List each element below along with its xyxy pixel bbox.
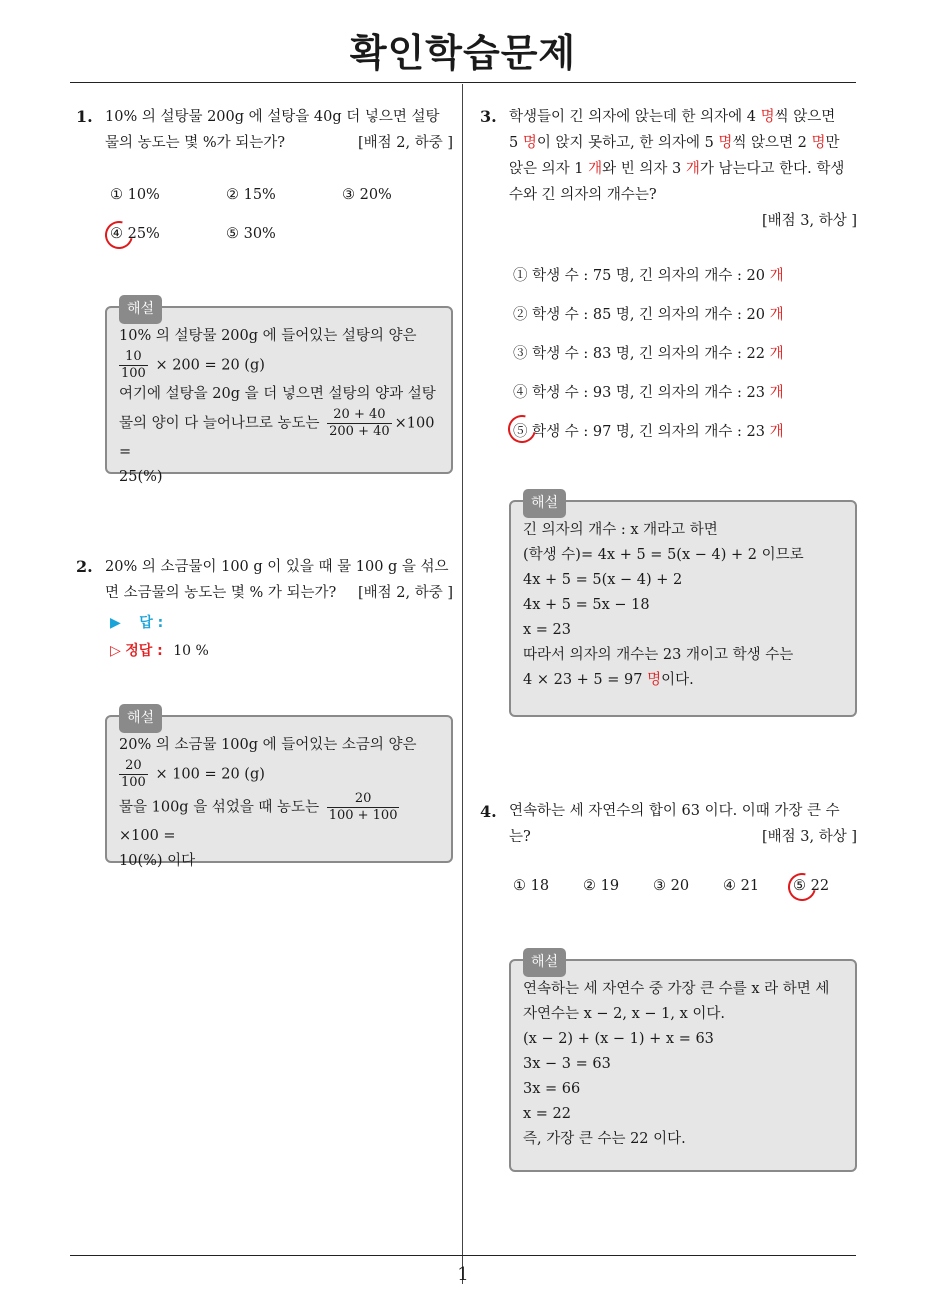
q3-option-4[interactable]: ④ 학생 수 : 93 명, 긴 의자의 개수 : 23 개 <box>513 385 784 401</box>
q1-sol-line: 물의 양이 다 늘어나므로 농도는 $\frac{20 + 40}{200 + 40}$ ×100 = <box>119 407 435 460</box>
q3-option-5[interactable]: ⑤ 학생 수 : 97 명, 긴 의자의 개수 : 23 개 <box>513 424 784 440</box>
solution-tag: 해설 <box>523 948 566 977</box>
q3-line: 5 명이 앉지 못하고, 한 의자에 5 명씩 앉으면 2 명만 <box>509 135 840 151</box>
q3-option-2[interactable]: ② 학생 수 : 85 명, 긴 의자의 개수 : 20 개 <box>513 307 784 323</box>
q4-sol-line: 연속하는 세 자연수 중 가장 큰 수를 x 라 하면 세 <box>523 981 830 997</box>
play-arrow-icon: ▶ <box>110 615 121 631</box>
q4-sol-line: 3x = 66 <box>523 1081 581 1097</box>
q3-line: 앉은 의자 1 개와 빈 의자 3 개가 남는다고 한다. 학생 <box>509 161 845 177</box>
q4-sol-line: (x − 2) + (x − 1) + x = 63 <box>523 1031 714 1047</box>
q3-sol-line: 긴 의자의 개수 : x 개라고 하면 <box>523 522 718 538</box>
q2-solution-box <box>105 710 453 869</box>
q1-number: 1. <box>76 107 93 126</box>
q3-sol-line: x = 23 <box>523 622 571 638</box>
q2-sol-line: $\frac{20}{100}$ × 100 = 20 (g) <box>121 758 265 790</box>
q3-sol-line: 따라서 의자의 개수는 23 개이고 학생 수는 <box>523 647 794 663</box>
correct-value: 10 % <box>173 643 209 659</box>
q4-option-5[interactable]: ⑤ 22 <box>793 878 830 894</box>
q1-option-2[interactable]: ② 15% <box>226 187 276 203</box>
q4-line: 연속하는 세 자연수의 합이 63 이다. 이때 가장 큰 수 <box>509 803 840 819</box>
answer-label: 답 : <box>139 615 164 631</box>
q3-number: 3. <box>480 107 497 126</box>
q4-line: 는? <box>509 829 531 845</box>
q4-solution-box <box>509 954 857 1172</box>
q1-option-1[interactable]: ① 10% <box>110 187 160 203</box>
q1-sol-line: 25(%) <box>119 469 163 485</box>
q2-number: 2. <box>76 557 93 576</box>
q1-option-5[interactable]: ⑤ 30% <box>226 226 276 242</box>
page-number: 1 <box>457 1264 469 1285</box>
fraction: $\frac{20}{100 + 100}$ <box>328 791 398 823</box>
q2-sol-line: 10(%) 이다 <box>119 853 196 869</box>
q3-line: 수와 긴 의자의 개수는? <box>509 187 657 203</box>
page-title: 확인학습문제 <box>349 31 577 75</box>
q1-option-3[interactable]: ③ 20% <box>342 187 392 203</box>
q4-text <box>509 798 857 850</box>
answer-circle-mark <box>783 868 821 906</box>
column-divider <box>462 84 463 1284</box>
q2-question: 20% 의 소금물이 100 g 이 있을 때 물 100 g 을 섞으면 소금물의 농도는 몇 % 가 되는가? <box>105 559 449 601</box>
q4-option-1[interactable]: ① 18 <box>513 878 550 894</box>
correct-label: 정답 : <box>125 643 163 659</box>
top-rule <box>70 82 856 83</box>
q3-option-3[interactable]: ③ 학생 수 : 83 명, 긴 의자의 개수 : 22 개 <box>513 346 784 362</box>
q4-number: 4. <box>480 802 497 821</box>
q3-meta: [배점 3, 하상 ] <box>761 213 857 229</box>
q1-solution-box <box>105 301 453 485</box>
q3-line: 학생들이 긴 의자에 앉는데 한 의자에 4 명씩 앉으면 <box>509 109 836 125</box>
q4-sol-line: x = 22 <box>523 1106 571 1122</box>
solution-tag: 해설 <box>523 489 566 518</box>
q2-sol-line: 물을 100g 을 섞었을 때 농도는 $\frac{20}{100 + 100}$ ×100 = <box>119 791 398 844</box>
q1-question: 10% 의 설탕물 200g 에 설탕을 40g 더 넣으면 설탕물의 농도는 몇 %가 되는가? <box>105 109 440 151</box>
solution-tag: 해설 <box>119 704 162 733</box>
q3-sol-line: (학생 수)= 4x + 5 = 5(x − 4) + 2 이므로 <box>523 547 804 563</box>
q4-option-4[interactable]: ④ 21 <box>723 878 760 894</box>
fraction: $\frac{10}{100}$ <box>121 349 146 381</box>
q4-sol-line: 자연수는 x − 2, x − 1, x 이다. <box>523 1006 726 1022</box>
outline-arrow-icon: ▷ <box>110 643 121 659</box>
q2-sol-line: 20% 의 소금물 100g 에 들어있는 소금의 양은 <box>119 737 417 753</box>
q3-sol-line: 4x + 5 = 5x − 18 <box>523 597 650 613</box>
q4-sol-line: 즉, 가장 큰 수는 22 이다. <box>523 1131 686 1147</box>
q1-option-4[interactable]: ④ 25% <box>110 226 160 242</box>
q3-sol-line: 4 × 23 + 5 = 97 명이다. <box>523 672 694 688</box>
answer-circle-mark <box>503 410 541 448</box>
q2-meta: [배점 2, 하중 ] <box>357 585 453 601</box>
q1-text <box>105 104 453 156</box>
q4-option-3[interactable]: ③ 20 <box>653 878 690 894</box>
q1-sol-line: 여기에 설탕을 20g 을 더 넣으면 설탕의 양과 설탕 <box>119 386 436 402</box>
q3-text <box>509 104 857 234</box>
q3-sol-line: 4x + 5 = 5(x − 4) + 2 <box>523 572 683 588</box>
q1-sol-line: 10% 의 설탕물 200g 에 들어있는 설탕의 양은 <box>119 328 417 344</box>
fraction: $\frac{20}{100}$ <box>121 758 146 790</box>
q2-text <box>105 554 453 606</box>
fraction: $\frac{20 + 40}{200 + 40}$ <box>329 407 390 439</box>
bottom-rule <box>70 1255 856 1256</box>
q1-sol-line: $\frac{10}{100}$ × 200 = 20 (g) <box>121 349 265 381</box>
q4-meta: [배점 3, 하상 ] <box>761 829 857 845</box>
q3-solution-box <box>509 495 857 717</box>
q4-option-2[interactable]: ② 19 <box>583 878 620 894</box>
q3-option-1[interactable]: ① 학생 수 : 75 명, 긴 의자의 개수 : 20 개 <box>513 268 784 284</box>
q4-sol-line: 3x − 3 = 63 <box>523 1056 611 1072</box>
answer-circle-mark <box>100 216 138 254</box>
solution-tag: 해설 <box>119 295 162 324</box>
q2-correct-row <box>110 640 209 660</box>
q2-answer-row <box>110 612 163 632</box>
q1-meta: [배점 2, 하중 ] <box>357 135 453 151</box>
